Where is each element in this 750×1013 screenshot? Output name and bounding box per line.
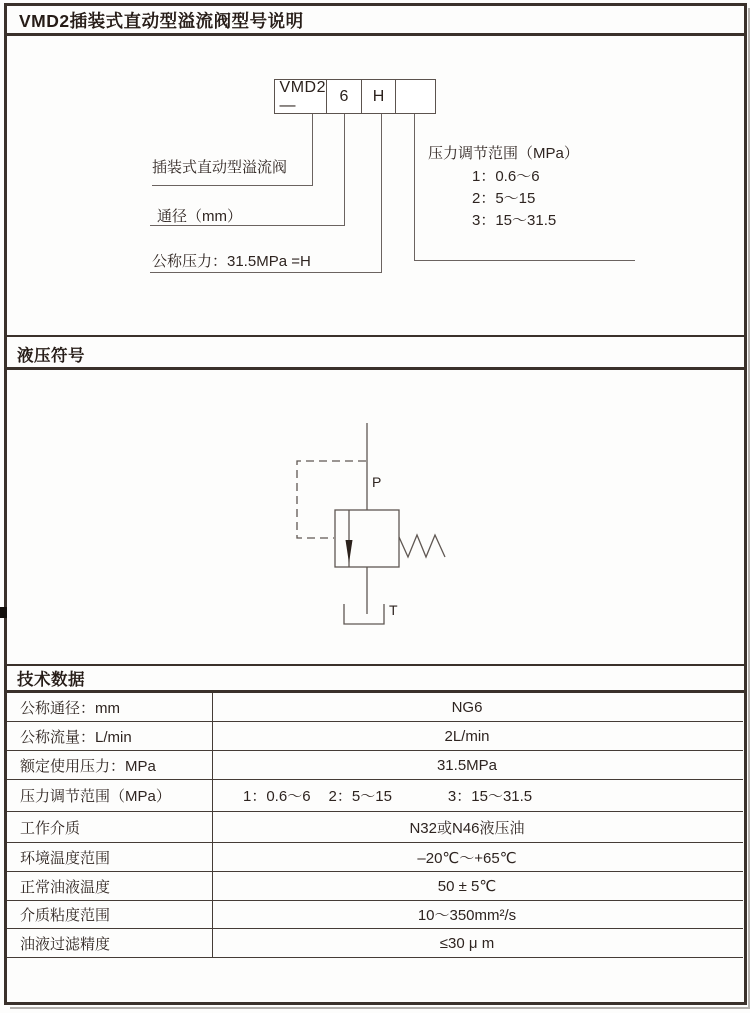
leader-line-4-vertical <box>414 114 415 261</box>
row-value <box>213 780 743 811</box>
table-row <box>7 780 743 812</box>
leader-line-3-vertical <box>381 114 382 273</box>
pressure-range-item-2: 2：5～15 <box>472 190 536 207</box>
row-label: 环境温度范围 <box>7 843 213 871</box>
table-row <box>7 751 743 780</box>
table-row <box>7 722 743 751</box>
section2-top-line <box>4 335 747 337</box>
leader-line-3-horizontal <box>150 272 382 273</box>
row-label: 额定使用压力：MPa <box>7 751 213 779</box>
row-value: 50 ± 5℃ <box>437 878 497 895</box>
label-valve-type: 插装式直动型溢流阀 <box>152 159 288 176</box>
label-diameter: 通径（mm） <box>157 208 242 225</box>
row-value: –20℃～+65℃ <box>417 849 517 867</box>
model-code-cell-range <box>396 80 435 113</box>
tank-symbol <box>344 604 384 624</box>
page-shadow-bottom <box>10 1007 750 1009</box>
hydraulic-symbol-section-title: 液压符号 <box>17 347 85 365</box>
model-code-cell-pressure: H <box>362 80 396 113</box>
table-row <box>7 693 743 722</box>
page-title: VMD2插装式直动型溢流阀型号说明 <box>19 11 304 31</box>
relief-valve-hydraulic-symbol <box>280 415 465 637</box>
valve-body-square <box>335 510 399 567</box>
left-edge-print-mark <box>0 607 7 618</box>
model-code-box <box>274 79 436 114</box>
table-row <box>7 843 743 872</box>
row-label: 公称通径：mm <box>7 693 213 721</box>
model-code-cell-series: VMD2— <box>275 80 327 113</box>
leader-line-1-horizontal <box>152 185 313 186</box>
row-value: N32或N46液压油 <box>409 819 525 837</box>
row-value: 10～350mm²/s <box>417 907 517 924</box>
title-underline <box>4 33 747 36</box>
table-row <box>7 812 743 843</box>
row-value: NG6 <box>451 698 483 716</box>
spring-zigzag <box>399 535 445 557</box>
port-label-p: P <box>372 474 382 490</box>
leader-line-4-horizontal <box>414 260 635 261</box>
model-code-cell-size: 6 <box>327 80 362 113</box>
table-row <box>7 901 743 929</box>
tech-data-table <box>7 693 743 958</box>
table-row <box>7 872 743 901</box>
row-label: 公称流量：L/min <box>7 722 213 750</box>
pressure-range-part-2: 2：5～15 <box>328 788 392 805</box>
pilot-dashed-line <box>297 461 366 538</box>
port-label-t: T <box>389 602 398 618</box>
flow-arrow-icon <box>346 540 353 563</box>
row-value: 2L/min <box>444 727 490 745</box>
label-pressure-range-title: 压力调节范围（MPa） <box>428 145 579 162</box>
row-label: 介质粘度范围 <box>7 901 213 928</box>
pressure-range-item-1: 1：0.6～6 <box>472 168 540 185</box>
table-row <box>7 929 743 958</box>
leader-line-2-vertical <box>344 114 345 226</box>
leader-line-1-vertical <box>312 114 313 186</box>
label-nominal-pressure: 公称压力：31.5MPa =H <box>152 253 311 270</box>
section3-top-line <box>4 664 747 666</box>
section2-underline <box>4 367 747 370</box>
row-label: 正常油液温度 <box>7 872 213 900</box>
row-value: ≤30 μ m <box>439 934 495 952</box>
row-label: 工作介质 <box>7 812 213 842</box>
pressure-range-part-1: 1：0.6～6 <box>243 788 311 805</box>
row-value: 31.5MPa <box>436 756 498 774</box>
row-label: 压力调节范围（MPa） <box>7 780 213 811</box>
pressure-range-part-3: 3：15～31.5 <box>447 788 533 805</box>
pressure-range-item-3: 3：15～31.5 <box>472 212 557 229</box>
tech-data-section-title: 技术数据 <box>17 671 85 689</box>
row-label: 油液过滤精度 <box>7 929 213 957</box>
